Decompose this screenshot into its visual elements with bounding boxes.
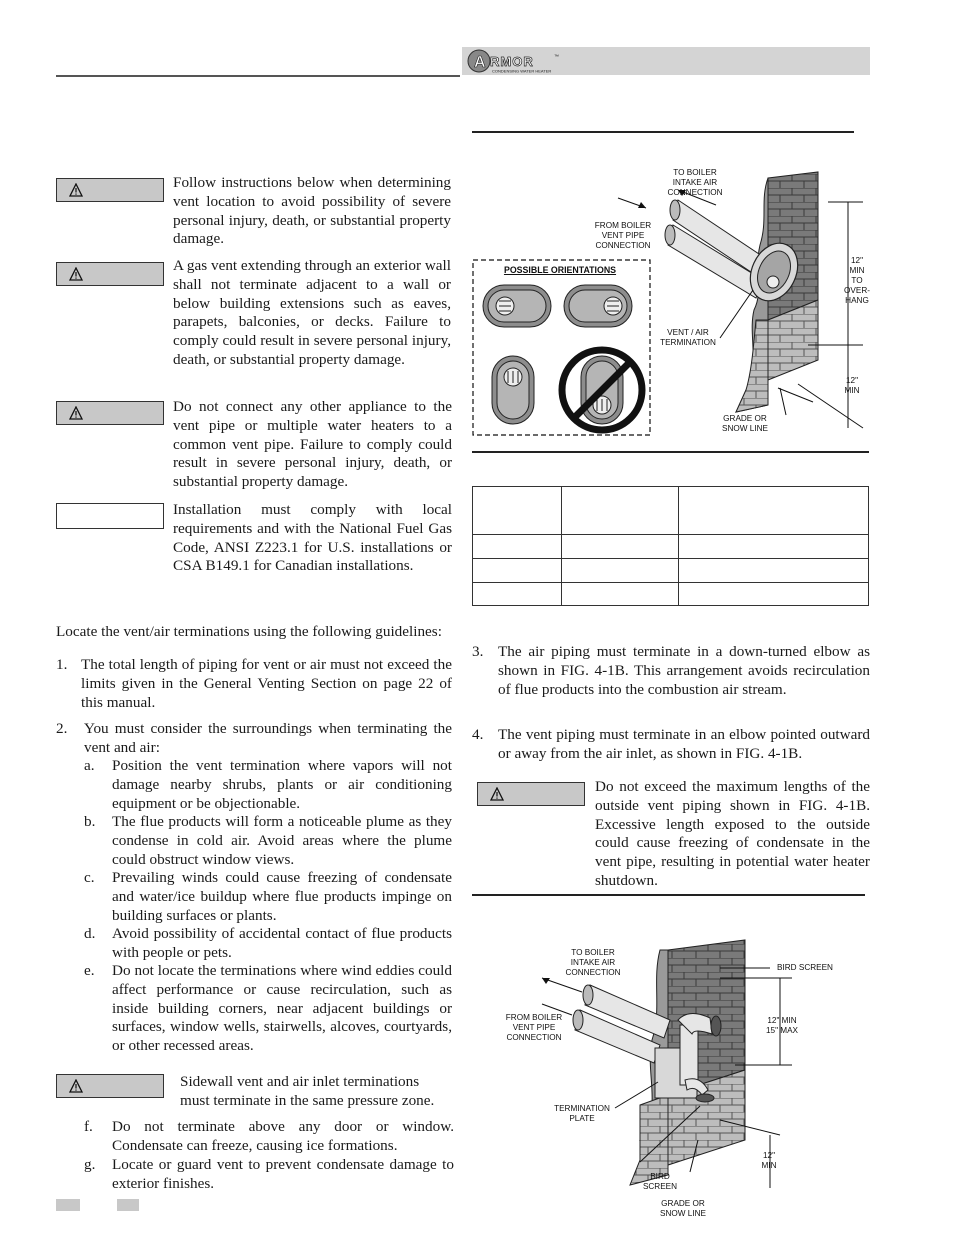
notice-tag (56, 503, 164, 529)
fig1-label-vent-air-termination: VENT / AIR TERMINATION (660, 328, 716, 347)
svg-text:CONDENSING WATER HEATER: CONDENSING WATER HEATER (492, 68, 552, 74)
warning-triangle-icon (69, 267, 83, 281)
warning-triangle-icon (490, 787, 504, 801)
table-cell (473, 583, 562, 606)
warning-text-vent-location: Follow instructions below when determining vent location to avoid possibility of severe personal injury, death, or substantial property damage. (173, 174, 451, 248)
fig1-label-from-boiler: FROM BOILER VENT PIPE CONNECTION (594, 221, 652, 250)
sublist-letter: f. (84, 1118, 93, 1135)
warning-tag (56, 262, 164, 286)
figure-vent-air-termination (468, 160, 870, 440)
svg-text:™: ™ (554, 54, 559, 60)
armor-logo (466, 47, 561, 75)
table-cell (679, 535, 869, 559)
vent-termination-table (472, 486, 869, 606)
list-item-vent-elbow: The vent piping must terminate in an elbow pointed outward or away from the air inlet, as shown in FIG. 4-1B. (498, 726, 870, 762)
warning-text-max-length: Do not exceed the maximum lengths of the outside vent piping shown in FIG. 4-1B. Excessive length exposed to the outside could cause freezing of condensate in the vent pipe, resulting in potential water heater shutdown. (595, 778, 870, 889)
sublist-letter: a. (84, 757, 95, 774)
list-number: 1. (56, 656, 68, 673)
table-header-cell (679, 487, 869, 535)
table-cell (679, 583, 869, 606)
sublist-letter: b. (84, 813, 96, 830)
table-header-cell (473, 487, 562, 535)
sublist-letter: c. (84, 869, 95, 886)
header-rule (56, 75, 460, 77)
table-cell (562, 583, 679, 606)
footer-page-box (56, 1199, 80, 1211)
sublist-letter: g. (84, 1156, 96, 1173)
svg-text:RMOR: RMOR (490, 54, 534, 69)
footer-section-box (117, 1199, 139, 1211)
table-header-cell (562, 487, 679, 535)
sublist-item-e: Do not locate the terminations where wind eddies could affect performance or cause recirculation, such as inside building corners, near adjacent buildings or surfaces, window wells, stairwells, alcoves, courtyards, or other recessed areas. (112, 962, 452, 1055)
warning-text-exterior-wall: A gas vent extending through an exterior wall shall not terminate adjacent to a wall or below building extensions such as eaves, parapets, balconies, or decks. Failure to comply could result in severe personal injury, death, or substantial property damage. (173, 257, 451, 368)
list-number: 3. (472, 643, 484, 660)
guidelines-intro: Locate the vent/air terminations using the following guidelines: (56, 623, 442, 640)
sublist-item-c: Prevailing winds could cause freezing of condensate and water/ice buildup where flue products impinge on building surfaces or plants. (112, 869, 452, 924)
fig1-label-grade: GRADE OR SNOW LINE (722, 414, 768, 433)
list-number: 4. (472, 726, 484, 743)
sublist-item-g: Locate or guard vent to prevent condensate damage to exterior finishes. (112, 1156, 454, 1192)
svg-text:A: A (474, 54, 486, 71)
fig2-label-grade: GRADE OR SNOW LINE (660, 1199, 706, 1218)
list-number: 2. (56, 720, 68, 737)
warning-tag (477, 782, 585, 806)
warning-tag (56, 1074, 164, 1098)
list-item-air-elbow: The air piping must terminate in a down-turned elbow as shown in FIG. 4-1B. This arrangement avoids recirculation of flue products into the combustion air stream. (498, 643, 870, 698)
warning-tag (56, 401, 164, 425)
warning-triangle-icon (69, 406, 83, 420)
list-item-piping-length: The total length of piping for vent or air must not exceed the limits given in the General Venting Section on page 22 of this manual. (81, 656, 452, 711)
fig2-label-bird-screen-bottom: BIRD SCREEN (642, 1172, 678, 1191)
fig2-label-min-max: 12" MIN 15" MAX (765, 1016, 799, 1035)
table-cell (473, 559, 562, 583)
fig2-label-12-min: 12" MIN (761, 1151, 777, 1170)
figure-1-rule (472, 131, 854, 133)
warning-tag (56, 178, 164, 202)
table-cell (473, 535, 562, 559)
sublist-letter: e. (84, 962, 95, 979)
warning-triangle-icon (69, 183, 83, 197)
table-cell (562, 559, 679, 583)
fig2-label-bird-screen-top: BIRD SCREEN (777, 963, 833, 972)
sublist-item-f: Do not terminate above any door or window. Condensate can freeze, causing ice formations. (112, 1118, 454, 1154)
table-cell (562, 535, 679, 559)
fig1-label-12-min: 12" MIN (844, 376, 860, 395)
fig1-label-overhang: 12" MIN TO OVER- HANG (844, 256, 870, 305)
sublist-item-d: Avoid possibility of accidental contact of flue products with people or pets. (112, 925, 452, 961)
notice-text-codes: Installation must comply with local requirements and with the National Fuel Gas Code, ANSI Z223.1 for U.S. installations or CSA B149.1 for Canadian installations. (173, 501, 452, 575)
sublist-item-b: The flue products will form a noticeable plume as they condense in cold air. Avoid areas where the plume could obstruct window views. (112, 813, 452, 868)
fig2-label-termination-plate: TERMINATION PLATE (554, 1104, 610, 1123)
table-cell (679, 559, 869, 583)
sublist-letter: d. (84, 925, 96, 942)
table-top-rule (472, 451, 869, 453)
warning-text-common-vent: Do not connect any other appliance to the vent pipe or multiple water heaters to a common vent pipe. Failure to comply could result in severe personal injury, death, or substantial property damage. (173, 398, 452, 491)
warning-text-pressure-zone: Sidewall vent and air inlet terminations must terminate in the same pressure zone. (180, 1073, 435, 1109)
warning-triangle-icon (69, 1079, 83, 1093)
fig1-label-possible-orientations: POSSIBLE ORIENTATIONS (503, 265, 617, 275)
fig2-label-from-boiler: FROM BOILER VENT PIPE CONNECTION (505, 1013, 563, 1042)
sublist-item-a: Position the vent termination where vapors will not damage nearby shrubs, plants or air conditioning equipment or be objectionable. (112, 757, 452, 812)
fig2-label-to-boiler: TO BOILER INTAKE AIR CONNECTION (565, 948, 621, 977)
fig1-label-to-boiler: TO BOILER INTAKE AIR CONNECTION (667, 168, 723, 197)
figure-2-rule (472, 894, 865, 896)
list-item-surroundings: You must consider the surroundings when terminating the vent and air: (84, 720, 452, 756)
